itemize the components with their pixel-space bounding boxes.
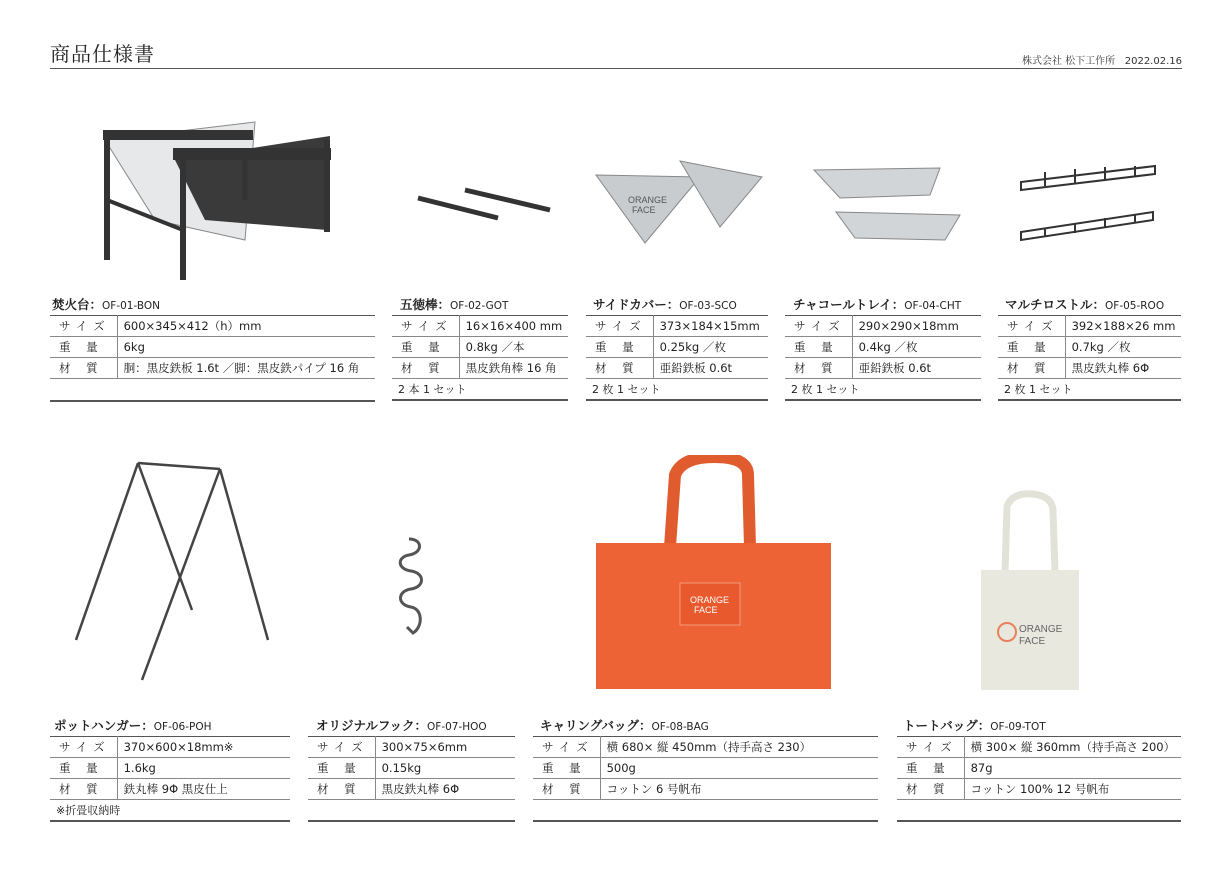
spec-table-poh: サイズ 370×600×18mm※ 重 量 1.6kg 材 質 鉄丸棒 9Φ 黒皮仕上 ※折畳収納時: [50, 736, 290, 822]
product-title-bag: キャリングバッグ：OF-08-BAG: [540, 718, 709, 733]
tote-logo-text-1: ORANGE: [1019, 624, 1063, 635]
carrying-bag-image: [590, 455, 835, 695]
side-cover-image: [590, 155, 770, 250]
tote-bag-image: [975, 490, 1085, 695]
hook-image: [395, 535, 430, 640]
side-cover-logo-text-1: ORANGE: [628, 195, 668, 205]
spec-table-roo: サイズ 392×188×26 mm 重 量 0.7kg ／枚 材 質 黒皮鉄丸棒 6Φ 2 枚 1 セット: [998, 315, 1181, 401]
spec-table-cht: サイズ 290×290×18mm 重 量 0.4kg ／枚 材 質 亜鉛鉄板 0.6t 2 枚 1 セット: [785, 315, 981, 401]
bag-logo-text-1: ORANGE: [690, 595, 730, 605]
product-title-roo: マルチロストル：OF-05-ROO: [1005, 297, 1165, 312]
product-title-hoo: オリジナルフック：OF-07-HOO: [316, 718, 487, 733]
product-title-cht: チャコールトレイ：OF-04-CHT: [793, 297, 962, 312]
fire-pit-image: [95, 100, 345, 290]
bag-logo-text-2: FACE: [694, 605, 718, 615]
document-date: 2022.02.16: [1124, 56, 1182, 67]
company-date: [1022, 52, 1182, 67]
header-rule: [50, 68, 1182, 69]
multi-rostle-image: [1015, 160, 1165, 255]
tote-logo-text-2: FACE: [1019, 636, 1046, 647]
product-title-bon: 焚火台：OF-01-BON: [52, 297, 161, 312]
product-title-poh: ポットハンガー：OF-06-POH: [54, 718, 212, 733]
page-title: 商品仕様書: [50, 42, 155, 66]
spec-table-bag: サイズ 横 680× 縦 450mm（持手高さ 230） 重 量 500g 材 質 コットン 6 号帆布: [533, 736, 878, 822]
spec-table-hoo: サイズ 300×75×6mm 重 量 0.15kg 材 質 黒皮鉄丸棒 6Φ: [308, 736, 515, 822]
spec-table-bon: サイズ 600×345×412（h）mm 重 量 6kg 材 質 胴：黒皮鉄板 1.6t ／脚：黒皮鉄パイプ 16 角: [50, 315, 375, 402]
gotoku-bars-image: [410, 180, 560, 230]
charcoal-tray-image: [810, 160, 970, 250]
product-title-tot: トートバッグ：OF-09-TOT: [903, 718, 1046, 733]
side-cover-logo-text-2: FACE: [632, 205, 656, 215]
spec-table-got: サイズ 16×16×400 mm 重 量 0.8kg ／本 材 質 黒皮鉄角棒 16 角 2 本 1 セット: [392, 315, 568, 401]
company-name: 株式会社 松下工作所: [1022, 56, 1116, 67]
spec-table-tot: サイズ 横 300× 縦 360mm（持手高さ 200） 重 量 87g 材 質 コットン 100% 12 号帆布: [897, 736, 1181, 822]
product-title-sco: サイドカバー：OF-03-SCO: [593, 297, 737, 312]
product-title-got: 五徳棒：OF-02-GOT: [400, 297, 509, 312]
spec-table-sco: サイズ 373×184×15mm 重 量 0.25kg ／枚 材 質 亜鉛鉄板 0.6t 2 枚 1 セット: [586, 315, 768, 401]
pot-hanger-image: [70, 455, 280, 685]
